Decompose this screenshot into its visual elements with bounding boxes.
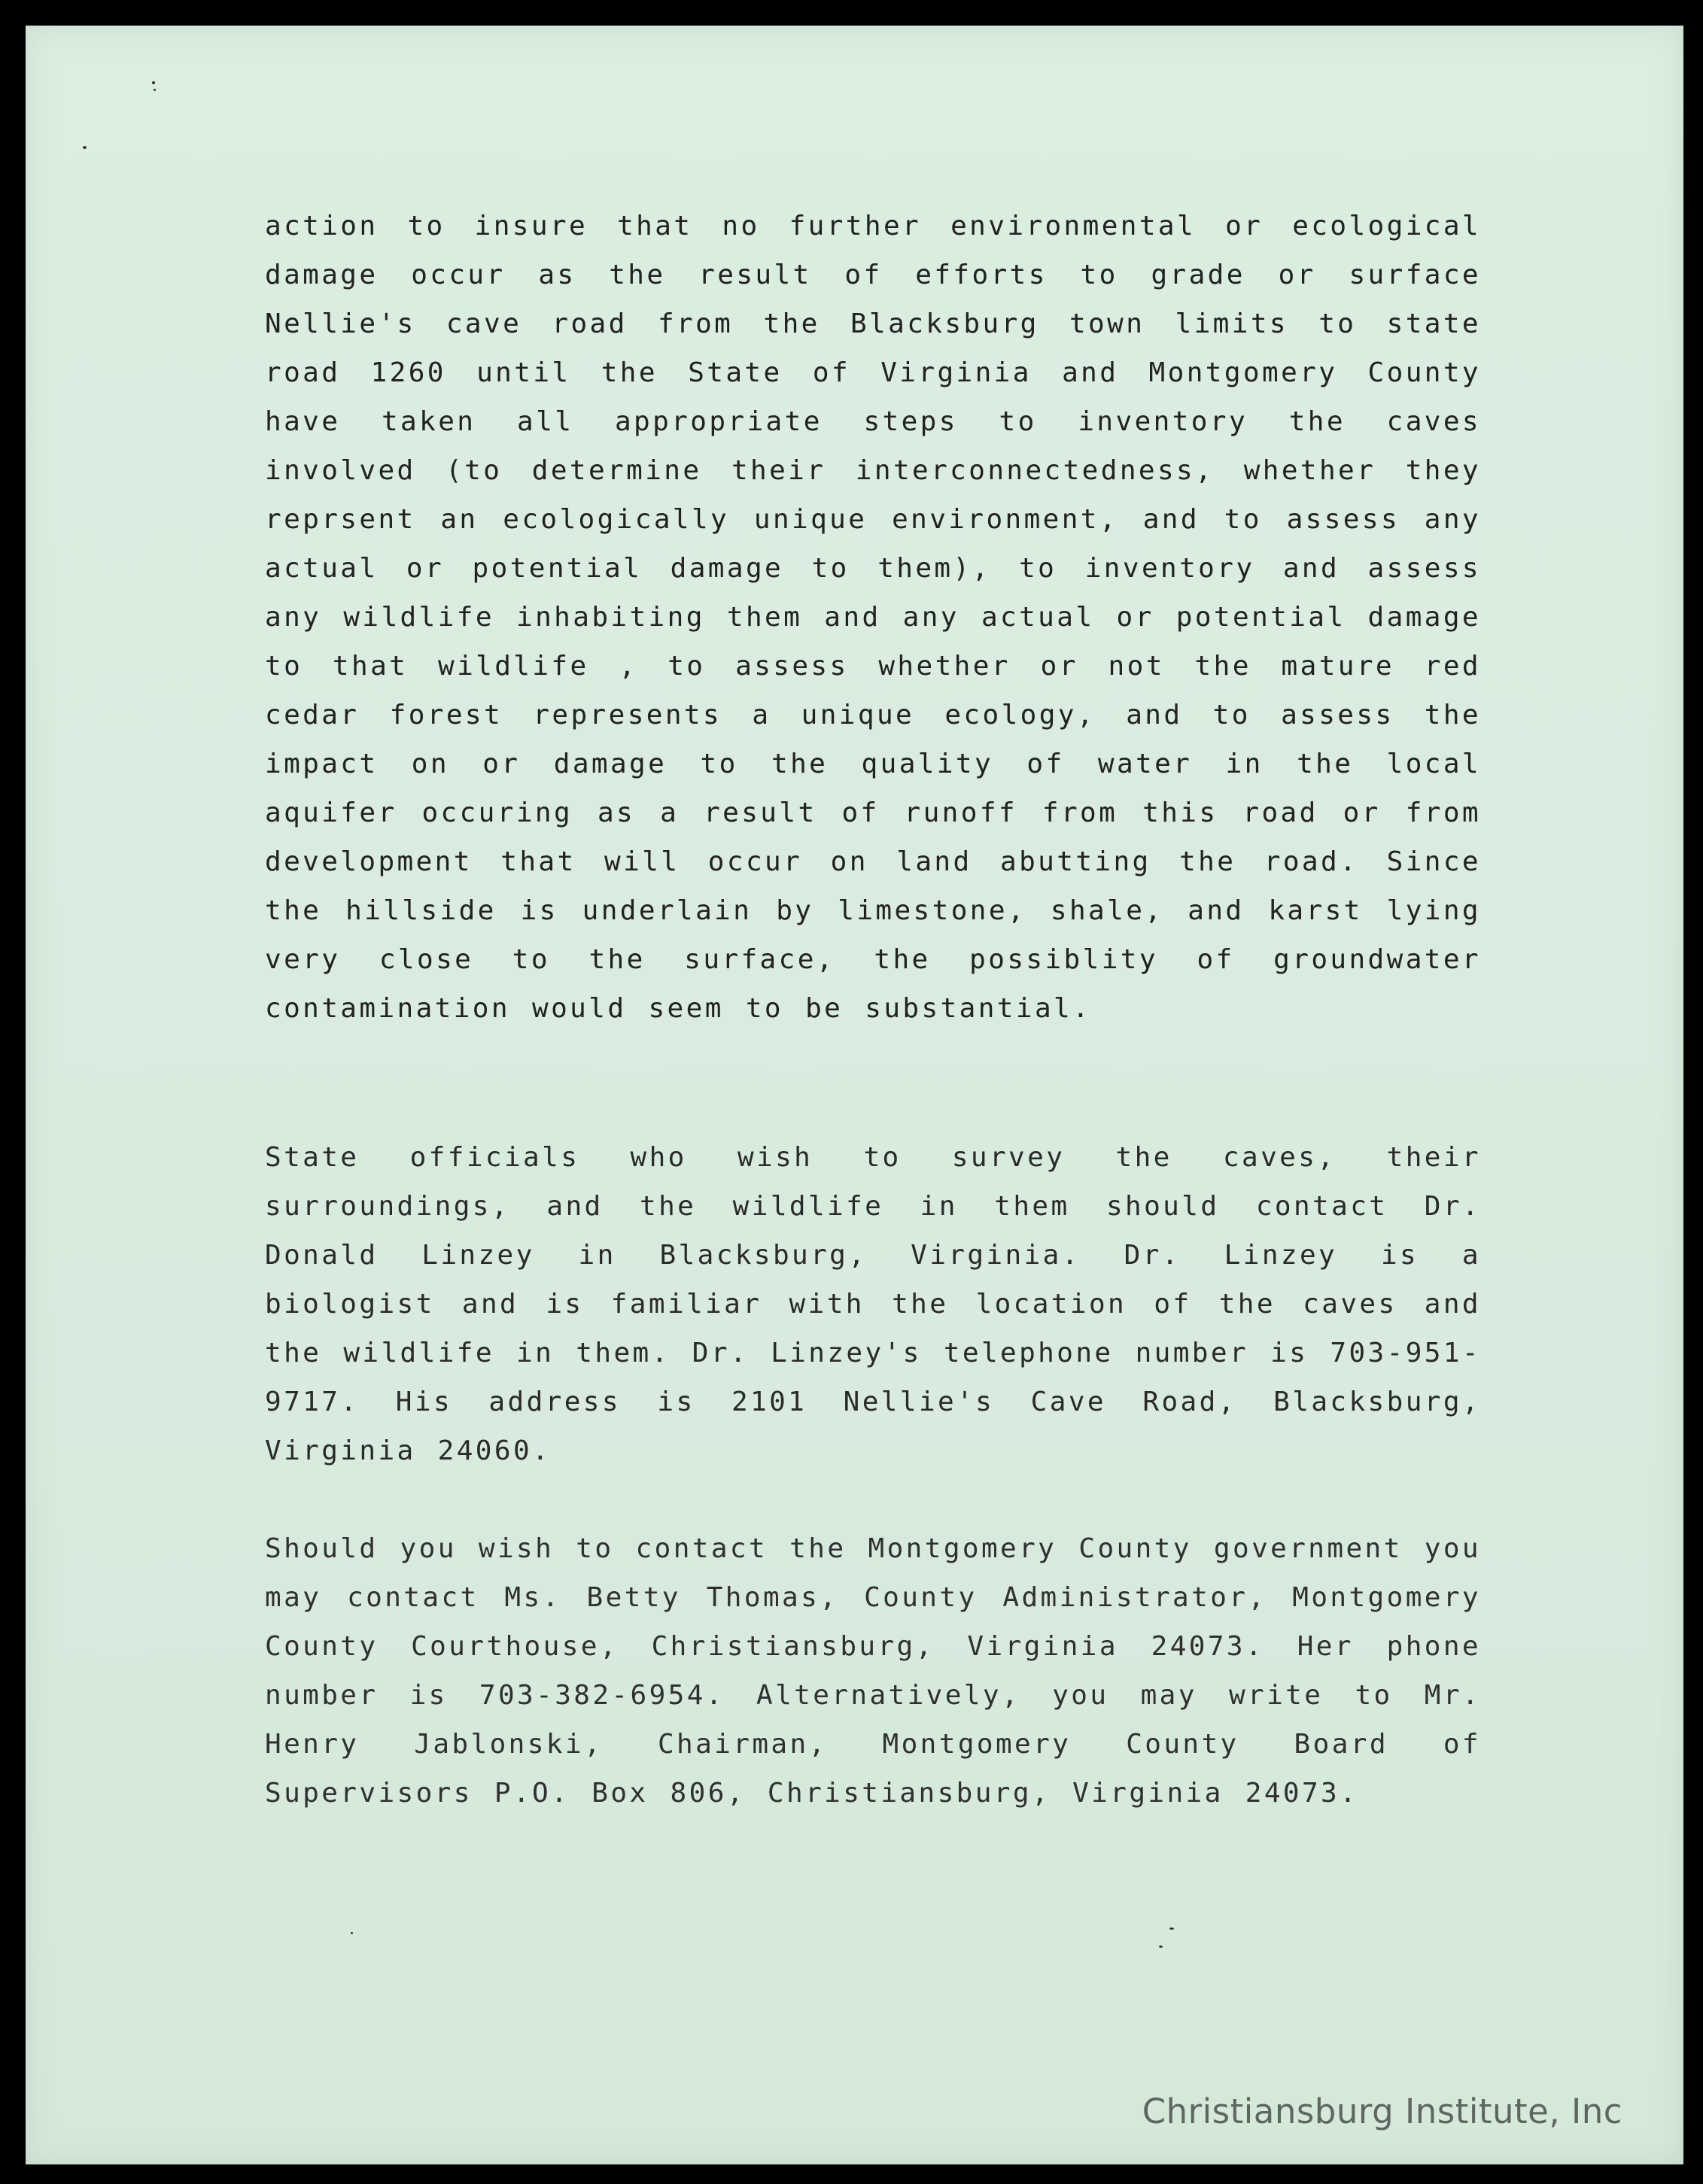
ink-speck — [1169, 1927, 1174, 1930]
document-page — [26, 26, 1683, 2164]
ink-speck — [83, 146, 87, 149]
ink-speck — [154, 89, 156, 91]
ink-speck — [351, 1932, 353, 1934]
ink-speck — [1159, 1946, 1163, 1948]
ink-speck — [152, 81, 155, 84]
paragraph-state-officials-contact: State officials who wish to survey the caves, their surroundings, and the wildlife in them should contact Dr. Donald Linzey in Blacksburg, Virginia. Dr. Linzey is a biologist and is familiar with the location of the caves and the wildlife in them. Dr. Linzey's telephone number is 703-951-9717. His address is 2101 Nellie's Cave Road, Blacksburg, Virginia 24060. — [265, 1142, 1481, 1466]
paragraph-county-government-contact: Should you wish to contact the Montgomery County government you may contact Ms. Betty Thomas, County Administrator, Montgomery County Courthouse, Christiansburg, Virginia 24073. Her phone number is 703-382-6954. Alternatively, you may write to Mr. Henry Jablonski, Chairman, Montgomery County Board of Supervisors P.O. Box 806, Christiansburg, Virginia 24073. — [265, 1533, 1481, 1809]
paragraph-environmental-action: action to insure that no further environmental or ecological damage occur as the result of efforts to grade or surface Nellie's cave road from the Blacksburg town limits to state road 1260 until the State of Virginia and Montgomery County have taken all appropriate steps to inventory the caves involved (to determine their interconnectedness, whether they reprsent an ecologically unique environment, and to assess any actual or potential damage to them), to inventory and assess any wildlife inhabiting them and any actual or potential damage to that wildlife , to assess whether or not the mature red cedar forest represents a unique ecology, and to assess the impact on or damage to the quality of water in the local aquifer occuring as a result of runoff from this road or from development that will occur on land abutting the road. Since the hillside is underlain by limestone, shale, and karst lying very close to the surface, the possiblity of groundwater contamination would seem to be substantial. — [265, 211, 1481, 1024]
archive-watermark: Christiansburg Institute, Inc — [1142, 2091, 1622, 2131]
